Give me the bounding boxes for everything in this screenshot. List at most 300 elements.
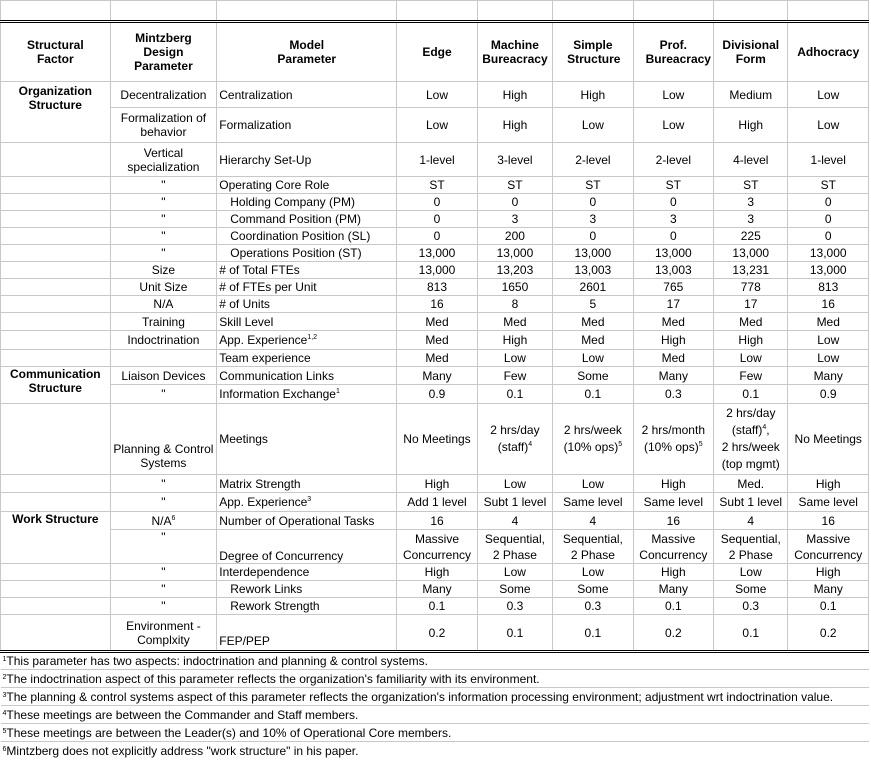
- cell[interactable]: [1, 194, 111, 211]
- value-cell[interactable]: Low: [788, 331, 869, 350]
- mdp-cell[interactable]: ": [110, 228, 217, 245]
- mdp-cell[interactable]: ": [110, 598, 217, 615]
- value-cell[interactable]: 16: [788, 296, 869, 313]
- header-prof-bureacracy[interactable]: Prof. Bureacracy: [633, 22, 713, 82]
- value-cell[interactable]: 13,000: [553, 245, 633, 262]
- value-cell[interactable]: 8: [477, 296, 552, 313]
- footnote: [1, 652, 869, 670]
- value-cell[interactable]: [633, 530, 713, 564]
- cell[interactable]: [633, 1, 713, 22]
- value-cell[interactable]: 3: [633, 211, 713, 228]
- value-cell[interactable]: 13,000: [397, 262, 477, 279]
- mdp-cell[interactable]: ": [110, 581, 217, 598]
- value-cell[interactable]: 0.1: [714, 385, 788, 404]
- value-cell[interactable]: 13,000: [714, 245, 788, 262]
- cell[interactable]: [1, 177, 111, 194]
- value-cell[interactable]: Med: [397, 350, 477, 367]
- meeting-line: (10% ops): [644, 440, 699, 454]
- param-cell[interactable]: Degree of Concurrency: [217, 530, 397, 564]
- cell[interactable]: [217, 1, 397, 22]
- value-cell[interactable]: 765: [633, 279, 713, 296]
- footnote-text: Mintzberg does not explicitly address "work structure" in his paper.: [6, 743, 359, 758]
- table-row: [1, 82, 869, 108]
- mdp-cell[interactable]: Decentralization: [110, 82, 217, 108]
- value-cell[interactable]: 4: [714, 512, 788, 530]
- footnote: [1, 724, 869, 742]
- value-cell[interactable]: 0: [397, 211, 477, 228]
- value-cell[interactable]: No Meetings: [397, 404, 477, 475]
- mdp-cell[interactable]: ": [110, 177, 217, 194]
- value-cell[interactable]: Low: [553, 350, 633, 367]
- blank-row: [1, 1, 869, 22]
- value-cell[interactable]: 0.1: [477, 615, 552, 652]
- value-cell[interactable]: 13,000: [633, 245, 713, 262]
- value-cell[interactable]: 0.1: [714, 615, 788, 652]
- param-cell[interactable]: Meetings: [217, 404, 397, 475]
- value-cell[interactable]: 0: [553, 228, 633, 245]
- param-cell[interactable]: [217, 385, 397, 404]
- value-cell[interactable]: High: [788, 564, 869, 581]
- header-edge[interactable]: Edge: [397, 22, 477, 82]
- value-cell[interactable]: ST: [477, 177, 552, 194]
- value-cell[interactable]: Some: [553, 581, 633, 598]
- value-cell[interactable]: [633, 404, 713, 475]
- mdp-cell[interactable]: Training: [110, 313, 217, 331]
- cell[interactable]: [788, 1, 869, 22]
- footnote: [1, 670, 869, 688]
- footnote-text: These meetings are between the Leader(s) and 10% of Operational Core members.: [6, 725, 452, 740]
- footnote-number: 5: [2, 727, 7, 735]
- mdp-cell[interactable]: Size: [110, 262, 217, 279]
- value-cell[interactable]: 3: [714, 194, 788, 211]
- meeting-line: 2 hrs/day: [490, 423, 540, 437]
- value-cell[interactable]: 0: [633, 194, 713, 211]
- cell[interactable]: [1, 211, 111, 228]
- mdp-cell[interactable]: Liaison Devices: [110, 367, 217, 385]
- param-cell[interactable]: [217, 331, 397, 350]
- footnote-row: [1, 670, 869, 688]
- param-cell[interactable]: # of Total FTEs: [217, 262, 397, 279]
- header-mintzberg-parameter[interactable]: Mintzberg Design Parameter: [110, 22, 217, 82]
- cell[interactable]: [1, 350, 111, 367]
- value-cell[interactable]: ST: [714, 177, 788, 194]
- value-cell[interactable]: 1-level: [788, 143, 869, 177]
- value-line: Massive: [414, 531, 459, 546]
- value-cell[interactable]: High: [477, 331, 552, 350]
- value-cell[interactable]: Many: [397, 581, 477, 598]
- value-cell[interactable]: [477, 530, 552, 564]
- value-cell[interactable]: 0.3: [714, 598, 788, 615]
- value-cell[interactable]: 13,203: [477, 262, 552, 279]
- value-cell[interactable]: Low: [788, 350, 869, 367]
- value-cell[interactable]: 17: [714, 296, 788, 313]
- value-cell[interactable]: Many: [633, 581, 713, 598]
- meeting-line: (staff): [731, 423, 763, 437]
- value-cell[interactable]: 13,000: [788, 262, 869, 279]
- value-cell[interactable]: 3-level: [477, 143, 552, 177]
- param-cell[interactable]: Rework Links: [217, 581, 397, 598]
- mdp-cell[interactable]: Vertical specialization: [110, 143, 217, 177]
- value-cell[interactable]: Med: [397, 313, 477, 331]
- value-cell[interactable]: 2-level: [553, 143, 633, 177]
- value-cell[interactable]: 0.2: [633, 615, 713, 652]
- cell[interactable]: [1, 228, 111, 245]
- value-cell[interactable]: 2601: [553, 279, 633, 296]
- value-cell[interactable]: No Meetings: [788, 404, 869, 475]
- cell[interactable]: [1, 262, 111, 279]
- value-line: Concurrency: [402, 547, 471, 562]
- footnote-ref: 5: [698, 441, 703, 448]
- value-cell[interactable]: 17: [633, 296, 713, 313]
- value-cell[interactable]: ST: [633, 177, 713, 194]
- value-cell[interactable]: Many: [788, 367, 869, 385]
- value-cell[interactable]: Med: [553, 313, 633, 331]
- value-cell[interactable]: High: [397, 475, 477, 493]
- value-cell[interactable]: Low: [714, 564, 788, 581]
- value-cell[interactable]: 0: [397, 194, 477, 211]
- value-cell[interactable]: 0.9: [788, 385, 869, 404]
- header-adhocracy[interactable]: Adhocracy: [788, 22, 869, 82]
- param-cell[interactable]: # of Units: [217, 296, 397, 313]
- value-cell[interactable]: [553, 404, 633, 475]
- cell[interactable]: [1, 475, 111, 493]
- group-communication-structure[interactable]: Communication Structure: [1, 367, 111, 404]
- value-cell[interactable]: Some: [477, 581, 552, 598]
- footnote-row: [1, 706, 869, 724]
- value-cell[interactable]: Low: [397, 108, 477, 143]
- table-row: [1, 228, 869, 245]
- value-cell[interactable]: High: [397, 564, 477, 581]
- value-cell[interactable]: High: [633, 331, 713, 350]
- value-cell[interactable]: Low: [553, 564, 633, 581]
- header-structural-factor[interactable]: Structural Factor: [1, 22, 111, 82]
- value-cell[interactable]: 13,000: [477, 245, 552, 262]
- value-cell[interactable]: 13,000: [788, 245, 869, 262]
- value-cell[interactable]: Low: [788, 82, 869, 108]
- value-line: Concurrency: [639, 547, 708, 562]
- table-row: [1, 385, 869, 404]
- value-line: Sequential,: [484, 531, 545, 546]
- value-cell[interactable]: ST: [788, 177, 869, 194]
- cell[interactable]: [1, 331, 111, 350]
- cell[interactable]: [110, 1, 217, 22]
- param-cell[interactable]: Skill Level: [217, 313, 397, 331]
- value-cell[interactable]: [553, 530, 633, 564]
- param-cell[interactable]: Coordination Position (SL): [217, 228, 397, 245]
- value-cell[interactable]: [397, 530, 477, 564]
- value-cell[interactable]: Low: [477, 564, 552, 581]
- mdp-cell[interactable]: ": [110, 245, 217, 262]
- value-cell[interactable]: ST: [553, 177, 633, 194]
- value-cell[interactable]: 0: [477, 194, 552, 211]
- value-cell[interactable]: Med: [788, 313, 869, 331]
- value-cell[interactable]: Med: [553, 331, 633, 350]
- table-row: [1, 296, 869, 313]
- value-line: 2 Phase: [492, 547, 537, 562]
- param-cell[interactable]: Centralization: [217, 82, 397, 108]
- value-cell[interactable]: 4: [477, 512, 552, 530]
- table-row: [1, 350, 869, 367]
- param-cell[interactable]: Operations Position (ST): [217, 245, 397, 262]
- param-cell[interactable]: Communication Links: [217, 367, 397, 385]
- value-cell[interactable]: 0.1: [553, 385, 633, 404]
- cell[interactable]: [1, 313, 111, 331]
- value-cell[interactable]: 0.3: [477, 598, 552, 615]
- value-cell[interactable]: Some: [553, 367, 633, 385]
- value-cell[interactable]: [714, 404, 788, 475]
- value-cell[interactable]: 13,231: [714, 262, 788, 279]
- value-cell[interactable]: 16: [397, 296, 477, 313]
- mdp-cell[interactable]: ": [110, 211, 217, 228]
- value-cell[interactable]: Low: [553, 108, 633, 143]
- value-cell[interactable]: Med: [633, 350, 713, 367]
- mdp-cell[interactable]: Planning & Control Systems: [110, 404, 217, 475]
- footnote-text: This parameter has two aspects: indoctrination and planning & control systems.: [6, 654, 428, 668]
- value-cell[interactable]: 4: [553, 512, 633, 530]
- table-row: [1, 598, 869, 615]
- footnote-ref: 6: [171, 514, 176, 522]
- value-cell[interactable]: Med.: [714, 475, 788, 493]
- value-cell[interactable]: 13,003: [633, 262, 713, 279]
- value-cell[interactable]: Med: [714, 313, 788, 331]
- value-cell[interactable]: 225: [714, 228, 788, 245]
- mdp-cell[interactable]: ": [110, 564, 217, 581]
- cell[interactable]: [1, 296, 111, 313]
- footnote-ref: 1,2: [307, 334, 318, 341]
- table-row: [1, 367, 869, 385]
- value-cell[interactable]: 0.3: [633, 385, 713, 404]
- table-row: [1, 194, 869, 211]
- value-cell[interactable]: Med: [633, 313, 713, 331]
- value-cell[interactable]: Subt 1 level: [477, 493, 552, 512]
- value-cell[interactable]: 778: [714, 279, 788, 296]
- value-cell[interactable]: Many: [788, 581, 869, 598]
- meeting-line: 2 hrs/week: [721, 440, 780, 454]
- value-cell[interactable]: 0: [633, 228, 713, 245]
- param-cell[interactable]: Team experience: [217, 350, 397, 367]
- value-cell[interactable]: Med: [477, 313, 552, 331]
- mdp-cell[interactable]: ": [110, 475, 217, 493]
- footnote-ref: 5: [618, 441, 623, 448]
- value-cell[interactable]: 0.1: [553, 615, 633, 652]
- value-cell[interactable]: Low: [633, 108, 713, 143]
- value-cell[interactable]: [714, 530, 788, 564]
- mdp-cell[interactable]: [110, 350, 217, 367]
- value-cell[interactable]: 1650: [477, 279, 552, 296]
- value-cell[interactable]: High: [788, 475, 869, 493]
- value-cell[interactable]: 0.9: [397, 385, 477, 404]
- mdp-cell[interactable]: ": [110, 385, 217, 404]
- mdp-cell[interactable]: ": [110, 493, 217, 512]
- cell[interactable]: [1, 279, 111, 296]
- mdp-cell[interactable]: N/A: [110, 296, 217, 313]
- header-machine-bureacracy[interactable]: Machine Bureacracy: [477, 22, 552, 82]
- table-row: [1, 331, 869, 350]
- footnote: [1, 706, 869, 724]
- mdp-cell[interactable]: Environment - Complxity: [110, 615, 217, 652]
- table-row: [1, 512, 869, 530]
- mdp-text: N/A: [151, 513, 172, 528]
- value-cell[interactable]: 2-level: [633, 143, 713, 177]
- value-cell[interactable]: Add 1 level: [397, 493, 477, 512]
- footnote-number: 2: [2, 673, 7, 681]
- value-cell[interactable]: Low: [553, 475, 633, 493]
- param-text: App. Experience: [219, 495, 308, 509]
- footnote-number: 1: [2, 656, 7, 663]
- value-cell[interactable]: ST: [397, 177, 477, 194]
- value-cell[interactable]: High: [633, 475, 713, 493]
- value-cell[interactable]: 0: [397, 228, 477, 245]
- value-cell[interactable]: Low: [477, 350, 552, 367]
- cell[interactable]: [1, 143, 111, 177]
- table-row: [1, 279, 869, 296]
- cell[interactable]: [397, 1, 477, 22]
- value-cell[interactable]: Many: [633, 367, 713, 385]
- value-cell[interactable]: 0: [788, 211, 869, 228]
- param-cell[interactable]: Matrix Strength: [217, 475, 397, 493]
- value-cell[interactable]: 0: [553, 194, 633, 211]
- footnote-text: These meetings are between the Commander and Staff members.: [6, 707, 359, 722]
- value-line: Sequential,: [562, 531, 623, 546]
- table-row: [1, 211, 869, 228]
- footnote-row: [1, 724, 869, 742]
- footnote-row: [1, 652, 869, 670]
- param-cell[interactable]: Operating Core Role: [217, 177, 397, 194]
- group-work-structure[interactable]: Work Structure: [1, 512, 111, 564]
- value-cell[interactable]: 5: [553, 296, 633, 313]
- cell[interactable]: [1, 581, 111, 598]
- footnote-row: [1, 688, 869, 706]
- value-line: Sequential,: [720, 531, 781, 546]
- footnote-ref: 4: [528, 441, 533, 448]
- value-cell[interactable]: [477, 404, 552, 475]
- param-cell[interactable]: Formalization: [217, 108, 397, 143]
- value-cell[interactable]: 1-level: [397, 143, 477, 177]
- value-cell[interactable]: Same level: [553, 493, 633, 512]
- value-cell[interactable]: Medium: [714, 82, 788, 108]
- value-cell[interactable]: Same level: [788, 493, 869, 512]
- value-cell[interactable]: 3: [714, 211, 788, 228]
- table-row: [1, 404, 869, 475]
- value-cell[interactable]: 16: [788, 512, 869, 530]
- value-cell[interactable]: [788, 530, 869, 564]
- param-text: App. Experience: [219, 333, 308, 347]
- value-cell[interactable]: 16: [633, 512, 713, 530]
- mdp-cell[interactable]: ": [110, 194, 217, 211]
- value-cell[interactable]: High: [633, 564, 713, 581]
- header-model-parameter[interactable]: Model Parameter: [217, 22, 397, 82]
- value-cell[interactable]: 3: [477, 211, 552, 228]
- value-cell[interactable]: 0: [788, 194, 869, 211]
- footnote-text: The indoctrination aspect of this parameter reflects the organization's familiarity with its environment.: [6, 671, 540, 686]
- value-cell[interactable]: 0.2: [788, 615, 869, 652]
- param-cell[interactable]: # of FTEs per Unit: [217, 279, 397, 296]
- value-cell[interactable]: Med: [397, 331, 477, 350]
- table-row: [1, 108, 869, 143]
- group-organization-structure[interactable]: Organization Structure: [1, 82, 111, 143]
- cell[interactable]: [1, 564, 111, 581]
- footnote-text: The planning & control systems aspect of this parameter reflects the organization's information processing environment; adjustment wrt indoctrination value.: [6, 689, 834, 704]
- footnote: [1, 688, 869, 706]
- param-cell[interactable]: Rework Strength: [217, 598, 397, 615]
- meeting-line: (top mgmt): [721, 457, 780, 471]
- value-cell[interactable]: Subt 1 level: [714, 493, 788, 512]
- cell[interactable]: [1, 245, 111, 262]
- cell[interactable]: [1, 493, 111, 512]
- value-cell[interactable]: 813: [397, 279, 477, 296]
- value-cell[interactable]: 16: [397, 512, 477, 530]
- param-cell[interactable]: Number of Operational Tasks: [217, 512, 397, 530]
- value-cell[interactable]: Low: [633, 82, 713, 108]
- value-cell[interactable]: 0.1: [788, 598, 869, 615]
- value-cell[interactable]: 0.1: [477, 385, 552, 404]
- value-cell[interactable]: High: [714, 331, 788, 350]
- footnote-number: 3: [2, 691, 7, 699]
- value-cell[interactable]: 0.1: [633, 598, 713, 615]
- value-cell[interactable]: Low: [397, 82, 477, 108]
- cell[interactable]: [1, 404, 111, 475]
- cell[interactable]: [1, 1, 111, 22]
- footnote-ref: 4: [762, 424, 767, 431]
- value-cell[interactable]: 0.2: [397, 615, 477, 652]
- mdp-cell[interactable]: Unit Size: [110, 279, 217, 296]
- value-cell[interactable]: 3: [553, 211, 633, 228]
- meeting-line: (staff): [497, 440, 529, 454]
- value-cell[interactable]: Low: [714, 350, 788, 367]
- cell[interactable]: [1, 615, 111, 652]
- value-cell[interactable]: High: [714, 108, 788, 143]
- value-cell[interactable]: Low: [477, 475, 552, 493]
- table-row: [1, 530, 869, 564]
- param-cell[interactable]: Command Position (PM): [217, 211, 397, 228]
- mdp-cell[interactable]: Formalization of behavior: [110, 108, 217, 143]
- value-cell[interactable]: 813: [788, 279, 869, 296]
- param-cell[interactable]: Interdependence: [217, 564, 397, 581]
- value-cell[interactable]: Some: [714, 581, 788, 598]
- header-divisional-form[interactable]: Divisional Form: [714, 22, 788, 82]
- mdp-cell[interactable]: Indoctrination: [110, 331, 217, 350]
- value-cell[interactable]: High: [553, 82, 633, 108]
- value-cell[interactable]: Same level: [633, 493, 713, 512]
- value-cell[interactable]: 200: [477, 228, 552, 245]
- value-cell[interactable]: 0: [788, 228, 869, 245]
- value-cell[interactable]: Few: [714, 367, 788, 385]
- value-cell[interactable]: High: [477, 82, 552, 108]
- value-cell[interactable]: 13,000: [397, 245, 477, 262]
- value-cell[interactable]: 0.3: [553, 598, 633, 615]
- value-cell[interactable]: 0.1: [397, 598, 477, 615]
- header-simple-structure[interactable]: Simple Structure: [553, 22, 633, 82]
- meeting-line: 2 hrs/day: [726, 406, 776, 420]
- value-cell[interactable]: Many: [397, 367, 477, 385]
- cell[interactable]: [714, 1, 788, 22]
- table-row: [1, 262, 869, 279]
- cell[interactable]: [477, 1, 552, 22]
- value-cell[interactable]: Few: [477, 367, 552, 385]
- cell[interactable]: [553, 1, 633, 22]
- mdp-cell[interactable]: ": [110, 530, 217, 564]
- value-cell[interactable]: 4-level: [714, 143, 788, 177]
- param-cell[interactable]: Hierarchy Set-Up: [217, 143, 397, 177]
- cell[interactable]: [1, 598, 111, 615]
- param-cell[interactable]: FEP/PEP: [217, 615, 397, 652]
- param-cell[interactable]: Holding Company (PM): [217, 194, 397, 211]
- value-cell[interactable]: 13,003: [553, 262, 633, 279]
- param-cell[interactable]: [217, 493, 397, 512]
- value-cell[interactable]: High: [477, 108, 552, 143]
- mdp-cell[interactable]: [110, 512, 217, 530]
- value-cell[interactable]: Low: [788, 108, 869, 143]
